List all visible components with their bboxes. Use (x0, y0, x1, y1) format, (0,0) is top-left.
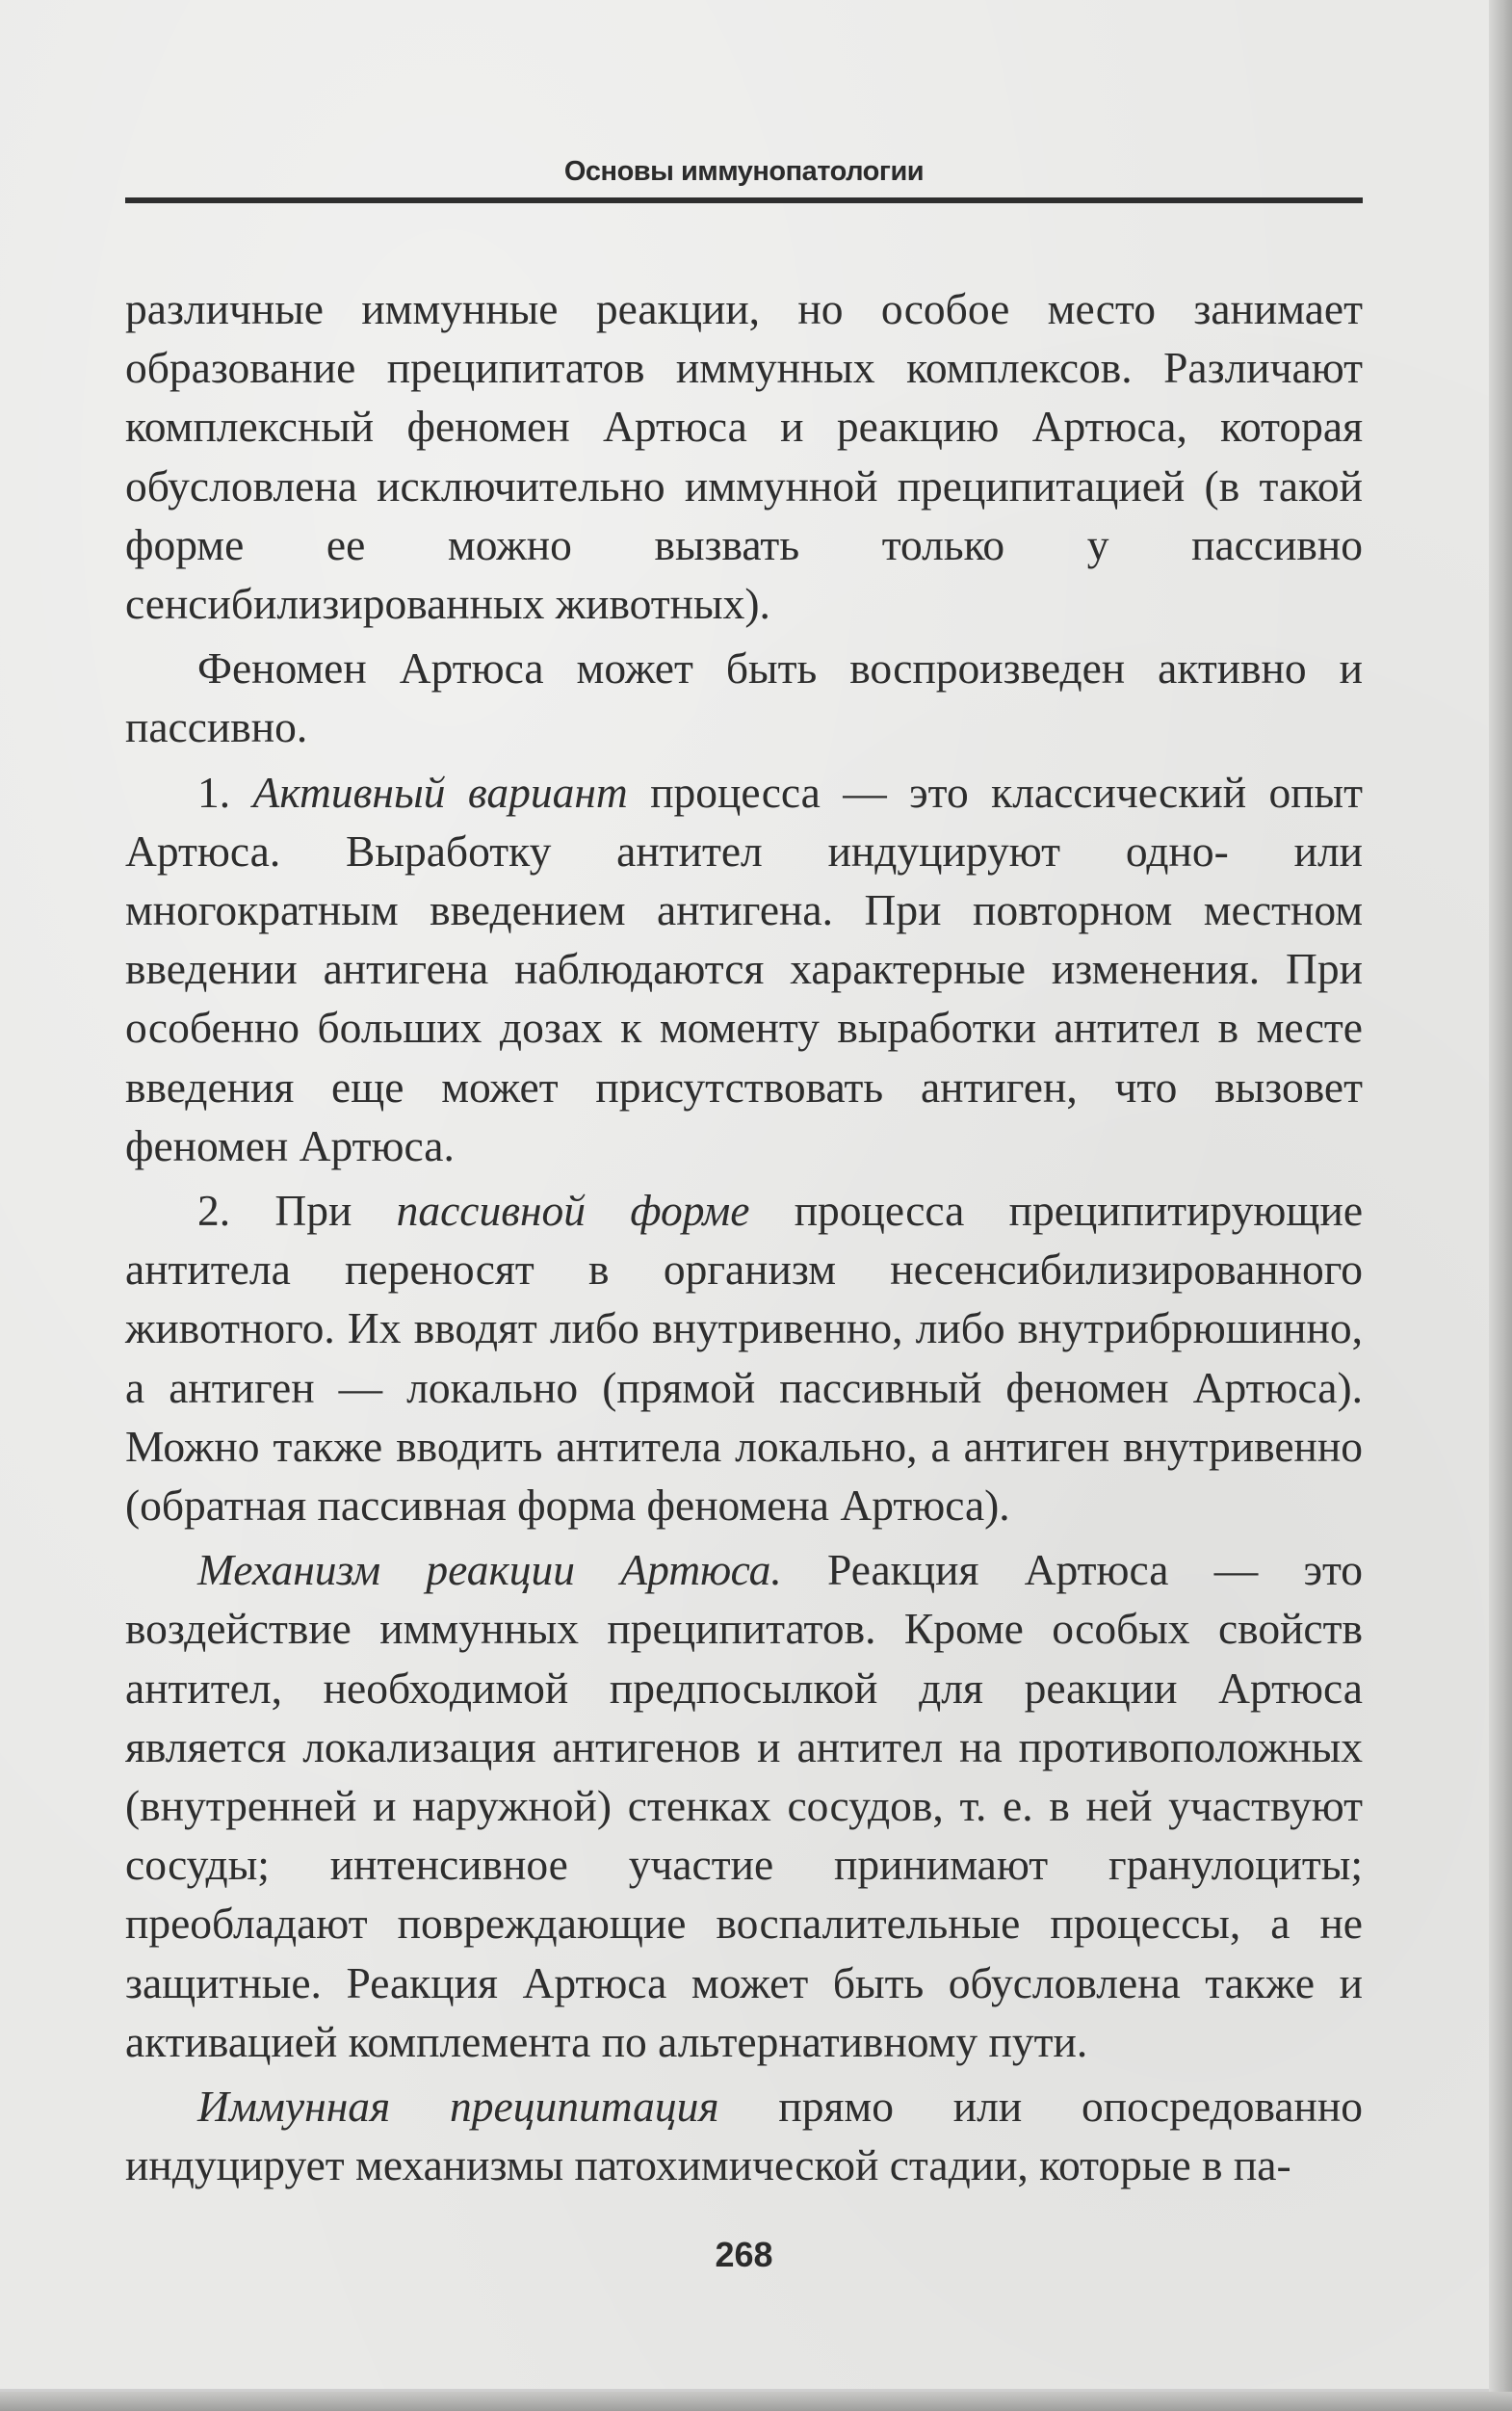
paragraph-5-term: Механизм реакции Артюса. (197, 1545, 782, 1595)
paragraph-3-number: 1. (197, 767, 231, 817)
page-edge-bottom (0, 2392, 1512, 2411)
paragraph-4-text: процесса преципитирующие антитела переносят в организм несенсибилизированного животного. Их вводят либо внутривенно, либо внутрибрюшинно, а антиген — локально (прямой пассивный феномен Артюса). Можно также вводить антитела локально, а антиген внутривенно (обратная пассивная форма феномена Артюса). (125, 1186, 1364, 1531)
page-edge-right (1489, 0, 1512, 2411)
paragraph-4-prefix: 2. При (197, 1186, 352, 1236)
paragraph-5 (125, 1540, 1363, 2071)
paragraph-6-text: прямо или опосредованно индуцирует механизмы патохимической стадии, которые в па- (125, 2082, 1363, 2190)
paragraph-4 (125, 1181, 1363, 1534)
paragraph-6-term: Иммунная преципитация (197, 2082, 719, 2132)
paragraph-4-term: пассивной форме (396, 1186, 750, 1236)
paragraph-5-text: Реакция Артюса — это воздействие иммунных преципитатов. Кроме особых свойств антител, необходимой предпосылкой для реакции Артюса является локализация антигенов и антител на противоположных (внутренней и наружной) стенках сосудов, т. е. в ней участвуют сосуды; интенсивное участие принимают гранулоциты; преобладают повреждающие воспалительные процессы, а не защитные. Реакция Артюса может быть обусловлена также и активацией комплемента по альтернативному пути. (125, 1545, 1364, 2066)
page-number: 268 (715, 2235, 773, 2274)
paragraph-3-text: процесса — это классический опыт Артюса. Выработку антител индуцируют одно- или многократным введением антигена. При повторном местном введении антигена наблюдаются характерные изменения. При особенно больших дозах к моменту выработки антител в месте введения еще может присутствовать антиген, что вызовет феномен Артюса. (125, 767, 1364, 1170)
header-rule (125, 197, 1363, 203)
paragraph-3-term: Активный вариант (252, 767, 628, 817)
paragraph-2: Феномен Артюса может быть воспроизведен активно и пассивно. (125, 643, 1363, 752)
paragraph-1: различные иммунные реакции, но особое место занимает образование преципитатов иммунных комплексов. Различают комплексный феномен Артюса и реакцию Артюса, которая обусловлена исключительно иммунной преципитацией (в такой форме ее можно вызвать только у пассивно сенсибилизированных животных). (125, 284, 1363, 629)
running-head: Основы иммунопатологии (563, 156, 925, 187)
body-text (125, 279, 1363, 2195)
paragraph-6 (125, 2077, 1363, 2194)
paragraph-3 (125, 763, 1363, 1175)
